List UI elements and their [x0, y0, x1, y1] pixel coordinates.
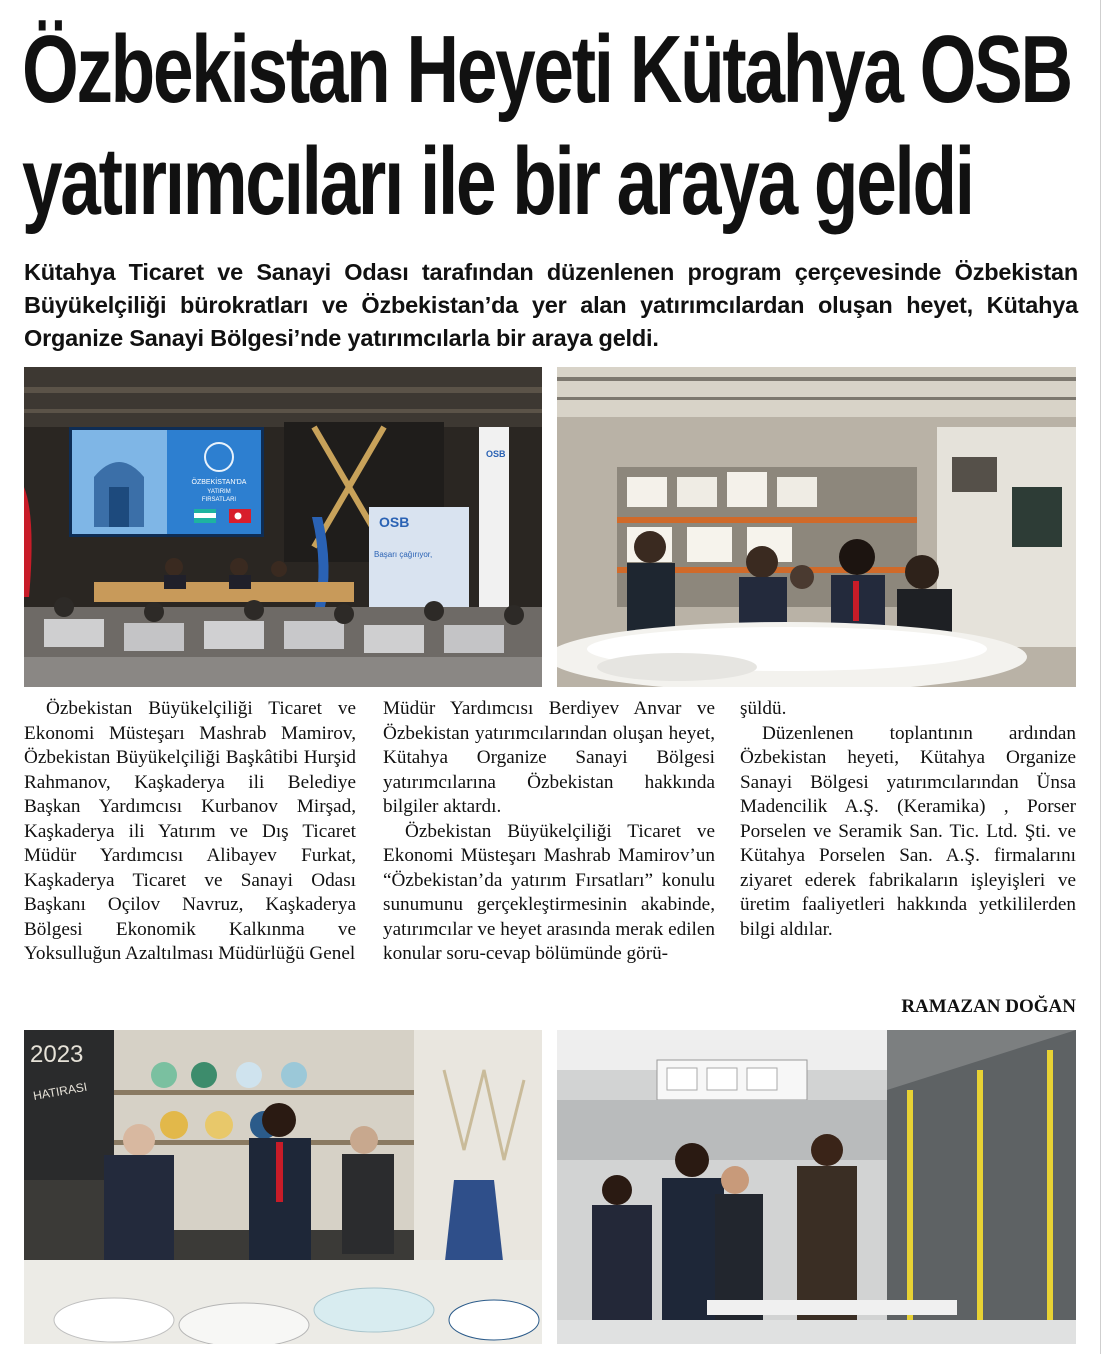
byline: RAMAZAN DOĞAN [901, 996, 1076, 1017]
production-line-photo [557, 1030, 1076, 1344]
banner-slogan: Başarı çağırıyor, [374, 550, 433, 559]
col1-paragraph: Özbekistan Büyükelçiliği Ticaret ve Ekonomi Müsteşarı Mashrab Mamirov, Özbekistan Büyükelçiliği Başkâtibi Hurşid Rahmanov, Kaşkaderya ili Belediye Başkan Yardımcısı Kurbanov Mirşad, Kaşkaderya ili Yatırım ve Dış Ticaret Müdür Yardımcısı Alibayev Furkat, Kaşkaderya Ticaret ve Sanayi Odası Başkanı Oçilov Navruz, Kaşkaderya Bölgesi Ekonomik Kalkınma ve Yoksulluğun Azaltılması Müdürlüğü Genel [24, 698, 356, 964]
lead-paragraph: Kütahya Ticaret ve Sanayi Odası tarafından düzenlenen program çerçevesinde Özbekistan Büyükelçiliği bürokratları ve Özbekistan’da yer alan yatırımcılardan oluşan heyet, Kütahya Organize Sanayi Bölgesi’nde yatırımcılarla bir araya geldi. [24, 259, 1078, 351]
wall-text-memory: HATIRASI [32, 1079, 89, 1103]
screen-text-3: FIRSATLARI [201, 497, 237, 503]
column-3 [740, 697, 1076, 942]
screen-text-2: YATIRIM [207, 489, 231, 495]
col2-paragraph-1: Müdür Yardımcısı Berdiyev Anvar ve Özbekistan yatırımcılarından oluşan heyet, Kütahya Organize Sanayi Bölgesi yatırımcılarına Özbekistan hakkında bilgiler aktardı. [383, 698, 715, 817]
headline [22, 14, 1071, 238]
col3-paragraph-1: şüldü. [740, 698, 787, 719]
col2-paragraph-2: Özbekistan Büyükelçiliği Ticaret ve Ekonomi Müsteşarı Mashrab Mamirov’un “Özbekistan’da yatırım Fırsatları” konulu sunumunu gerçekleştirmesinin akabinde, yatırımcılar ve heyet arasında merak edilen konular soru-cevap bölümünde görü- [383, 820, 715, 964]
banner-logo: OSB [379, 514, 410, 530]
headline-line-2: yatırımcıları ile bir araya geldi [22, 128, 973, 235]
column-1 [24, 697, 356, 967]
col3-paragraph-2: Düzenlenen toplantının ardından Özbekistan heyeti, Kütahya Organize Sanayi Bölgesi yatırımcılarından Ünsa Madencilik A.Ş. (Keramika) , Porser Porselen ve Seramik San. Tic. Ltd. Şti. ve Kütahya Porselen San. A.Ş. firmalarını ziyaret ederek fabrikaların işleyişleri ve üretim faaliyetleri hakkında yetkililerden bilgi aldılar. [740, 722, 1076, 940]
conference-photo [24, 367, 542, 687]
page-edge-rule [1100, 0, 1101, 1354]
headline-line-1: Özbekistan Heyeti Kütahya OSB [22, 16, 1071, 123]
wall-text-year: 2023 [30, 1041, 84, 1068]
showroom-photo [24, 1030, 542, 1344]
screen-text-1: ÖZBEKİSTAN'DA [191, 479, 247, 486]
factory-photo [557, 367, 1076, 687]
flag-logo: OSB [486, 449, 506, 459]
column-2 [383, 697, 715, 967]
